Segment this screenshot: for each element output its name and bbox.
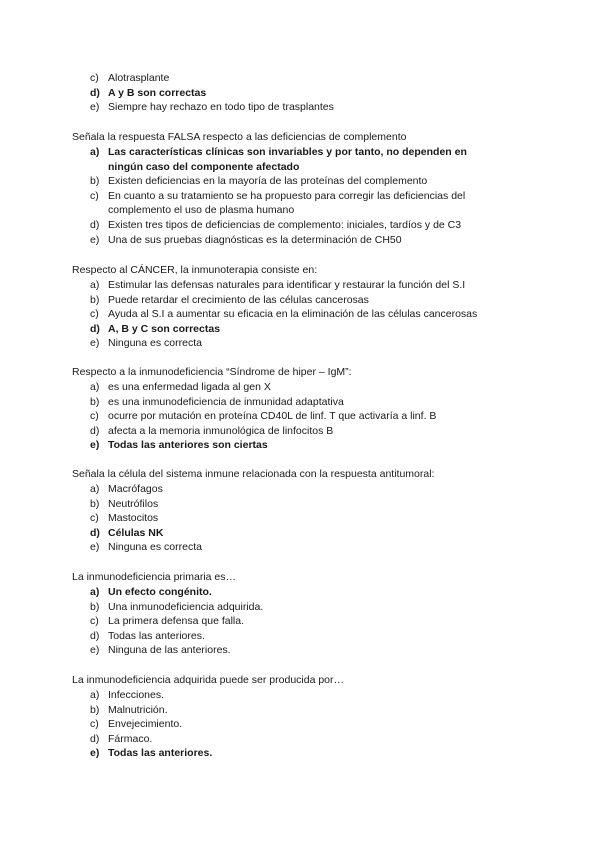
option-letter: d) xyxy=(90,219,100,231)
option-item xyxy=(90,497,500,512)
option-item xyxy=(90,703,500,718)
option-text: ocurre por mutación en proteína CD40L de linf. T que activaría a linf. B xyxy=(108,410,437,423)
option-item xyxy=(90,189,500,218)
option-text: Ayuda al S.I a aumentar su eficacia en la eliminación de las células cancerosas xyxy=(108,308,478,321)
question-prompt: Respecto a la inmunodeficiencia “Síndrome de hiper – IgM”: xyxy=(72,366,352,378)
question-prompt: La inmunodeficiencia adquirida puede ser producida por… xyxy=(72,674,345,686)
option-item xyxy=(90,409,500,424)
option-item xyxy=(90,218,500,233)
option-text: Las características clínicas son invariables y por tanto, no dependen en ningún caso del componente afectado xyxy=(108,146,467,173)
option-letter: b) xyxy=(90,497,100,510)
option-letter: c) xyxy=(90,189,99,202)
option-text: es una enfermedad ligada al gen X xyxy=(108,381,271,393)
option-item xyxy=(90,71,500,86)
option-letter: b) xyxy=(90,600,100,613)
question-prompt: Señala la célula del sistema inmune relacionada con la respuesta antitumoral: xyxy=(72,468,435,480)
option-text: Un efecto congénito. xyxy=(108,586,212,598)
option-text: Todas las anteriores. xyxy=(108,629,205,642)
option-letter: b) xyxy=(90,175,100,188)
option-letter: c) xyxy=(90,718,99,731)
option-letter: c) xyxy=(90,512,99,525)
option-item xyxy=(90,307,500,322)
option-item-correct xyxy=(90,322,500,337)
option-item xyxy=(90,629,500,644)
option-text: En cuanto a su tratamiento se ha propuesto para corregir las deficiencias del complemento el uso de plasma humano xyxy=(108,189,466,217)
option-text: afecta a la memoria inmunológica de linfocitos B xyxy=(108,424,334,437)
option-item xyxy=(90,395,500,410)
option-item xyxy=(90,424,500,439)
option-text: Ninguna es correcta xyxy=(108,337,202,350)
option-text: A, B y C son correctas xyxy=(108,322,221,335)
option-item-correct xyxy=(90,86,500,101)
option-letter: a) xyxy=(90,279,100,291)
option-letter: a) xyxy=(90,483,100,495)
option-item xyxy=(90,717,500,732)
option-text: Células NK xyxy=(108,526,164,539)
option-text: Infecciones. xyxy=(108,689,165,701)
option-letter: e) xyxy=(90,337,100,350)
question-prompt: Señala la respuesta FALSA respecto a las deficiencias de complemento xyxy=(72,131,407,143)
option-letter: e) xyxy=(90,747,100,760)
option-letter: d) xyxy=(90,86,100,99)
option-text: Siempre hay rechazo en todo tipo de trasplantes xyxy=(108,101,334,114)
option-letter: c) xyxy=(90,72,99,84)
option-letter: d) xyxy=(90,629,100,642)
option-text: Una de sus pruebas diagnósticas es la determinación de CH50 xyxy=(108,233,402,246)
option-item xyxy=(90,174,500,189)
option-text: Estimular las defensas naturales para identificar y restaurar la función del S.I xyxy=(108,279,466,291)
option-letter: a) xyxy=(90,689,100,701)
option-item-correct xyxy=(90,145,500,174)
option-text: Malnutrición. xyxy=(108,703,168,716)
option-text: Alotrasplante xyxy=(108,72,170,84)
option-letter: c) xyxy=(90,410,99,423)
option-letter: b) xyxy=(90,395,100,408)
option-letter: d) xyxy=(90,322,100,335)
option-item xyxy=(90,511,500,526)
option-text: Ninguna es correcta xyxy=(108,541,202,554)
option-text: A y B son correctas xyxy=(108,86,207,99)
option-item xyxy=(90,688,500,703)
option-letter: e) xyxy=(90,101,100,114)
option-letter: e) xyxy=(90,541,100,554)
option-item-correct xyxy=(90,438,500,453)
option-letter: e) xyxy=(90,439,100,452)
option-text: La primera defensa que falla. xyxy=(108,615,245,628)
option-text: Neutrófilos xyxy=(108,497,159,510)
option-text: Todas las anteriores son ciertas xyxy=(108,439,268,452)
option-item xyxy=(90,600,500,615)
option-letter: e) xyxy=(90,233,100,246)
option-text: Puede retardar el crecimiento de las células cancerosas xyxy=(108,293,369,306)
option-text: Mastocitos xyxy=(108,512,159,525)
option-letter: e) xyxy=(90,644,100,657)
question-prompt: Respecto al CÁNCER, la inmunoterapia consiste en: xyxy=(72,264,318,276)
option-item xyxy=(90,643,500,658)
option-letter: a) xyxy=(90,586,100,598)
option-letter: c) xyxy=(90,308,99,321)
option-letter: c) xyxy=(90,615,99,628)
option-text: Existen deficiencias en la mayoría de las proteínas del complemento xyxy=(108,175,428,188)
option-letter: b) xyxy=(90,703,100,716)
option-letter: d) xyxy=(90,424,100,437)
option-text: Todas las anteriores. xyxy=(108,747,213,760)
option-item xyxy=(90,614,500,629)
option-letter: a) xyxy=(90,381,100,393)
option-letter: d) xyxy=(90,732,100,745)
option-letter: a) xyxy=(90,146,100,158)
option-item xyxy=(90,482,500,497)
option-item-correct xyxy=(90,746,500,761)
question-prompt: La inmunodeficiencia primaria es… xyxy=(72,571,236,583)
option-text: Ninguna de las anteriores. xyxy=(108,644,231,657)
option-item xyxy=(90,540,500,555)
option-item xyxy=(90,732,500,747)
option-item xyxy=(90,336,500,351)
option-text: Macrófagos xyxy=(108,483,163,495)
option-item xyxy=(90,233,500,248)
option-item xyxy=(90,293,500,308)
option-item xyxy=(90,100,500,115)
option-letter: b) xyxy=(90,293,100,306)
option-item xyxy=(90,278,500,293)
option-item-correct xyxy=(90,526,500,541)
option-text: es una inmunodeficiencia de inmunidad adaptativa xyxy=(108,395,344,408)
option-text: Existen tres tipos de deficiencias de complemento: iniciales, tardíos y de C3 xyxy=(108,219,462,231)
option-text: Fármaco. xyxy=(108,732,153,745)
option-letter: d) xyxy=(90,526,100,539)
option-item-correct xyxy=(90,585,500,600)
option-item xyxy=(90,380,500,395)
option-text: Envejecimiento. xyxy=(108,718,183,731)
option-text: Una inmunodeficiencia adquirida. xyxy=(108,600,264,613)
